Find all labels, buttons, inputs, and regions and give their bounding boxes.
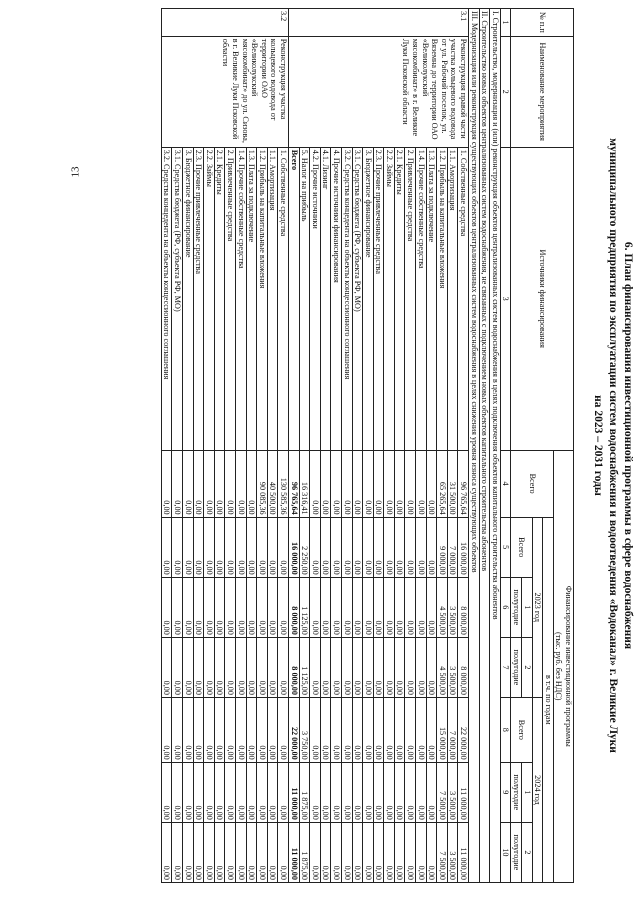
value-cell: 0,00 <box>405 637 416 697</box>
source-cell: 1. Собственные средства <box>278 147 289 450</box>
value-cell: 22 000,00 <box>458 697 469 762</box>
value-cell: 0,00 <box>373 697 384 762</box>
source-cell: 3.2. Средства концедента на объекты концессионного соглашения <box>341 147 352 450</box>
value-cell: 0,00 <box>416 517 427 577</box>
source-cell: 3.1. Средства бюджета (РФ, субъекта РФ, МО) <box>172 147 183 450</box>
value-cell: 0,00 <box>225 517 236 577</box>
value-cell: 0,00 <box>214 637 225 697</box>
value-cell: 0,00 <box>341 822 352 882</box>
value-cell: 0,00 <box>172 697 183 762</box>
value-cell: 0,00 <box>204 577 215 637</box>
source-cell: 2.2. Займы <box>384 147 395 450</box>
value-cell: 0,00 <box>161 762 172 822</box>
col-number: 6 <box>500 577 511 637</box>
page-number: 13 <box>69 166 82 178</box>
value-cell: 0,00 <box>352 637 363 697</box>
value-cell: 0,00 <box>426 697 437 762</box>
value-cell: 0,00 <box>373 637 384 697</box>
value-cell: 0,00 <box>193 697 204 762</box>
value-cell: 3 500,00 <box>447 762 458 822</box>
value-cell: 7 000,00 <box>447 697 458 762</box>
value-cell: 0,00 <box>394 822 405 882</box>
value-cell: 0,00 <box>193 822 204 882</box>
value-cell: 0,00 <box>225 450 236 517</box>
value-cell: 0,00 <box>363 450 374 517</box>
value-cell: 1 875,00 <box>299 762 310 822</box>
value-cell: 0,00 <box>310 822 321 882</box>
value-cell: 0,00 <box>225 577 236 637</box>
item-number: 3.1 <box>288 9 468 37</box>
source-cell: 2.3. Прочие привлеченные средства <box>193 147 204 450</box>
value-cell: 0,00 <box>183 450 194 517</box>
value-cell: 0,00 <box>193 637 204 697</box>
value-cell: 0,00 <box>416 822 427 882</box>
value-cell: 7 500,00 <box>437 762 448 822</box>
col-number: 8 <box>500 697 511 762</box>
value-cell: 11 000,00 <box>458 762 469 822</box>
value-cell: 0,00 <box>236 517 247 577</box>
value-cell: 0,00 <box>373 577 384 637</box>
value-cell: 0,00 <box>416 637 427 697</box>
source-cell: 4.2. Прочие источники <box>310 147 321 450</box>
table-body <box>161 9 500 883</box>
value-cell: 0,00 <box>331 450 342 517</box>
rotated-page <box>32 8 637 883</box>
col-number: 4 <box>500 450 511 517</box>
value-cell: 0,00 <box>267 762 278 822</box>
value-cell: 0,00 <box>225 762 236 822</box>
value-cell: 0,00 <box>384 697 395 762</box>
col-header-half: полугодие <box>511 577 522 637</box>
col-header-2023-h2: 2 <box>522 637 533 697</box>
value-cell: 7 500,00 <box>437 822 448 882</box>
value-cell: 130 585,36 <box>278 450 289 517</box>
source-cell: 2.1. Кредиты <box>394 147 405 450</box>
source-cell: 3. Бюджетное финансирование <box>363 147 374 450</box>
source-cell: 1.2. Прибыль на капитальные вложения <box>257 147 268 450</box>
value-cell: 0,00 <box>204 637 215 697</box>
value-cell: 0,00 <box>352 517 363 577</box>
value-cell: 9 000,00 <box>437 517 448 577</box>
value-cell: 0,00 <box>267 577 278 637</box>
value-cell: 0,00 <box>331 577 342 637</box>
value-cell: 0,00 <box>352 697 363 762</box>
source-cell: 1.1. Амортизация <box>267 147 278 450</box>
value-cell: 0,00 <box>416 762 427 822</box>
value-cell: 0,00 <box>320 762 331 822</box>
col-header-2023-h1: 1 <box>522 577 533 637</box>
col-number: 9 <box>500 762 511 822</box>
value-cell: 0,00 <box>384 822 395 882</box>
value-cell: 0,00 <box>405 762 416 822</box>
col-header-number: № п.п <box>511 9 574 37</box>
value-cell: 11 000,00 <box>288 822 299 882</box>
value-cell: 0,00 <box>363 637 374 697</box>
value-cell: 3 750,00 <box>299 697 310 762</box>
value-cell: 0,00 <box>172 577 183 637</box>
value-cell: 0,00 <box>320 822 331 882</box>
value-cell: 0,00 <box>352 762 363 822</box>
value-cell: 0,00 <box>320 450 331 517</box>
item-name: Реконструкция участка кольцевого водовода от территории ОАО «Великолукский мясокомбинат» до ул. Сизова, в г. Великие Луки Псковской области <box>161 36 288 147</box>
value-cell: 0,00 <box>394 637 405 697</box>
value-cell: 0,00 <box>236 637 247 697</box>
source-cell: 1.4. Прочие собственные средства <box>236 147 247 450</box>
value-cell: 0,00 <box>246 637 257 697</box>
col-header-half: полугодие <box>511 822 522 882</box>
value-cell: 0,00 <box>426 517 437 577</box>
value-cell: 0,00 <box>405 822 416 882</box>
col-header-2023: 2023 год <box>532 517 543 697</box>
value-cell: 8 000,00 <box>288 577 299 637</box>
value-cell: 0,00 <box>320 577 331 637</box>
source-cell: 1. Собственные средства <box>458 147 469 450</box>
value-cell: 0,00 <box>394 577 405 637</box>
value-cell: 0,00 <box>225 637 236 697</box>
value-cell: 0,00 <box>161 822 172 882</box>
value-cell: 0,00 <box>384 762 395 822</box>
value-cell: 0,00 <box>363 762 374 822</box>
financing-unit: (тыс. руб. без НДС) <box>554 632 564 701</box>
value-cell: 40 500,00 <box>267 450 278 517</box>
source-cell: 2. Привлеченные средства <box>225 147 236 450</box>
value-cell: 8 000,00 <box>288 637 299 697</box>
source-cell: 2.2. Займы <box>204 147 215 450</box>
value-cell: 0,00 <box>225 822 236 882</box>
item-name: Реконструкция правой части участка кольцевого водовода от ул. Рабочий поселок, ул. Вяземна до территории ОАО «Великолукский мясокомбинат» в г. Великие Луки Псковской области <box>288 36 468 147</box>
value-cell: 0,00 <box>183 577 194 637</box>
value-cell: 0,00 <box>341 577 352 637</box>
value-cell: 0,00 <box>214 697 225 762</box>
value-cell: 0,00 <box>384 450 395 517</box>
value-cell: 0,00 <box>172 450 183 517</box>
value-cell: 0,00 <box>214 450 225 517</box>
col-header-total: Всего <box>511 450 553 517</box>
value-cell: 1 125,00 <box>299 637 310 697</box>
value-cell: 0,00 <box>341 450 352 517</box>
value-cell: 2 250,00 <box>299 517 310 577</box>
value-cell: 0,00 <box>405 577 416 637</box>
col-number: 1 <box>500 9 511 37</box>
value-cell: 7 000,00 <box>447 517 458 577</box>
value-cell: 0,00 <box>363 577 374 637</box>
value-cell: 0,00 <box>246 697 257 762</box>
value-cell: 31 500,00 <box>447 450 458 517</box>
value-cell: 0,00 <box>278 762 289 822</box>
value-cell: 22 000,00 <box>288 697 299 762</box>
value-cell: 0,00 <box>278 577 289 637</box>
col-number: 2 <box>500 36 511 147</box>
value-cell: 96 765,64 <box>288 450 299 517</box>
value-cell: 0,00 <box>405 697 416 762</box>
value-cell: 0,00 <box>257 637 268 697</box>
col-header-half: полугодие <box>511 637 522 697</box>
value-cell: 8 000,00 <box>458 577 469 637</box>
table-row <box>278 9 289 883</box>
col-number: 3 <box>500 147 511 450</box>
value-cell: 0,00 <box>373 450 384 517</box>
value-cell: 0,00 <box>310 697 321 762</box>
value-cell: 0,00 <box>394 762 405 822</box>
value-cell: 11 000,00 <box>288 762 299 822</box>
source-cell: 4.1. Лизинг <box>320 147 331 450</box>
value-cell: 0,00 <box>310 450 321 517</box>
value-cell: 0,00 <box>257 762 268 822</box>
value-cell: 16 316,41 <box>299 450 310 517</box>
value-cell: 0,00 <box>246 450 257 517</box>
source-cell: 5. Налог на прибыль <box>299 147 310 450</box>
value-cell: 0,00 <box>310 577 321 637</box>
source-cell: 3.2. Средства концедента на объекты концессионного соглашения <box>161 147 172 450</box>
value-cell: 0,00 <box>236 450 247 517</box>
title-line: муниципального предприятия по эксплуатации систем водоснабжения и водоотведения «Водоканал» г. Великие Луки <box>607 138 619 753</box>
value-cell: 0,00 <box>416 450 427 517</box>
section-heading: III. Модернизация или реконструкция существующих объектов централизованных систем водоснабжения в целях снижения уровня износа существующих объектов <box>469 9 480 883</box>
col-header-name: Наименование мероприятия <box>511 36 574 147</box>
value-cell: 0,00 <box>278 697 289 762</box>
value-cell: 0,00 <box>267 822 278 882</box>
col-number: 5 <box>500 517 511 577</box>
value-cell: 0,00 <box>373 517 384 577</box>
value-cell: 0,00 <box>341 697 352 762</box>
value-cell: 0,00 <box>257 822 268 882</box>
value-cell: 0,00 <box>193 450 204 517</box>
value-cell: 0,00 <box>246 762 257 822</box>
value-cell: 0,00 <box>161 517 172 577</box>
value-cell: 0,00 <box>278 822 289 882</box>
table-row <box>458 9 469 883</box>
source-cell: 2.3. Прочие привлеченные средства <box>373 147 384 450</box>
value-cell: 0,00 <box>363 697 374 762</box>
value-cell: 0,00 <box>352 822 363 882</box>
value-cell: 0,00 <box>246 577 257 637</box>
document-title <box>590 8 635 883</box>
source-cell: 4. Прочие источники финансирования <box>331 147 342 450</box>
source-cell: 1.3. Плата за подключение <box>426 147 437 450</box>
value-cell: 0,00 <box>331 762 342 822</box>
value-cell: 0,00 <box>236 697 247 762</box>
value-cell: 0,00 <box>236 577 247 637</box>
value-cell: 0,00 <box>331 637 342 697</box>
value-cell: 0,00 <box>394 517 405 577</box>
value-cell: 0,00 <box>320 697 331 762</box>
source-cell: 1.4. Прочие собственные средства <box>416 147 427 450</box>
value-cell: 0,00 <box>193 517 204 577</box>
value-cell: 0,00 <box>416 577 427 637</box>
value-cell: 0,00 <box>172 517 183 577</box>
value-cell: 90 085,36 <box>257 450 268 517</box>
value-cell: 0,00 <box>183 697 194 762</box>
value-cell: 3 500,00 <box>447 637 458 697</box>
value-cell: 0,00 <box>183 822 194 882</box>
value-cell: 0,00 <box>193 577 204 637</box>
value-cell: 96 765,64 <box>458 450 469 517</box>
value-cell: 0,00 <box>331 697 342 762</box>
source-cell: Всего <box>288 147 299 450</box>
value-cell: 0,00 <box>246 822 257 882</box>
col-header-financing <box>553 450 573 882</box>
value-cell: 0,00 <box>341 517 352 577</box>
column-number-row <box>500 9 511 883</box>
value-cell: 65 265,64 <box>437 450 448 517</box>
value-cell: 0,00 <box>310 762 321 822</box>
value-cell: 0,00 <box>204 517 215 577</box>
value-cell: 0,00 <box>267 697 278 762</box>
col-header-by-years: в т.ч. по годам <box>543 517 554 882</box>
section-heading: I. Строительство, модернизация и (или) реконструкция объектов централизованных систем водоснабжения в целях подключения объектов капитального строительства абонентов <box>490 9 501 883</box>
col-header-2024: 2024 год <box>532 697 543 882</box>
value-cell: 0,00 <box>426 762 437 822</box>
col-header-2024-total: Всего <box>511 697 532 762</box>
value-cell: 0,00 <box>310 517 321 577</box>
value-cell: 3 500,00 <box>447 577 458 637</box>
financing-title: Финансирование инвестиционной программы <box>564 585 573 747</box>
value-cell: 0,00 <box>352 577 363 637</box>
value-cell: 15 000,00 <box>437 697 448 762</box>
value-cell: 0,00 <box>257 517 268 577</box>
value-cell: 8 000,00 <box>458 637 469 697</box>
value-cell: 0,00 <box>363 822 374 882</box>
value-cell: 0,00 <box>161 577 172 637</box>
source-cell: 2. Привлеченные средства <box>405 147 416 450</box>
source-cell: 3. Бюджетное финансирование <box>183 147 194 450</box>
value-cell: 0,00 <box>320 637 331 697</box>
value-cell: 0,00 <box>267 517 278 577</box>
value-cell: 0,00 <box>172 822 183 882</box>
value-cell: 0,00 <box>384 637 395 697</box>
value-cell: 0,00 <box>426 822 437 882</box>
value-cell: 0,00 <box>373 762 384 822</box>
value-cell: 0,00 <box>183 517 194 577</box>
value-cell: 0,00 <box>331 517 342 577</box>
value-cell: 0,00 <box>278 517 289 577</box>
value-cell: 0,00 <box>426 577 437 637</box>
value-cell: 0,00 <box>204 822 215 882</box>
col-header-source: Источники финансирования <box>511 147 574 450</box>
value-cell: 0,00 <box>405 450 416 517</box>
col-header-2024-h1: 1 <box>522 762 533 822</box>
value-cell: 4 500,00 <box>437 577 448 637</box>
col-number: 7 <box>500 637 511 697</box>
source-cell: 2.1. Кредиты <box>214 147 225 450</box>
value-cell: 0,00 <box>236 822 247 882</box>
value-cell: 0,00 <box>426 450 437 517</box>
value-cell: 0,00 <box>172 637 183 697</box>
value-cell: 16 000,00 <box>458 517 469 577</box>
value-cell: 0,00 <box>405 517 416 577</box>
value-cell: 0,00 <box>236 762 247 822</box>
value-cell: 0,00 <box>257 577 268 637</box>
title-line: 6. План финансирования инвестиционной программы в сфере водоснабжения <box>622 241 634 650</box>
col-header-half: полугодие <box>511 762 522 822</box>
source-cell: 1.2. Прибыль на капитальные вложения <box>437 147 448 450</box>
source-cell: 1.1. Амортизация <box>447 147 458 450</box>
value-cell: 1 125,00 <box>299 577 310 637</box>
value-cell: 0,00 <box>214 577 225 637</box>
value-cell: 0,00 <box>214 762 225 822</box>
value-cell: 0,00 <box>426 637 437 697</box>
value-cell: 0,00 <box>204 450 215 517</box>
value-cell: 0,00 <box>257 697 268 762</box>
source-cell: 3.1. Средства бюджета (РФ, субъекта РФ, МО) <box>352 147 363 450</box>
value-cell: 1 875,00 <box>299 822 310 882</box>
value-cell: 0,00 <box>310 637 321 697</box>
value-cell: 0,00 <box>352 450 363 517</box>
col-header-2024-h2: 2 <box>522 822 533 882</box>
value-cell: 0,00 <box>394 450 405 517</box>
value-cell: 0,00 <box>394 697 405 762</box>
value-cell: 0,00 <box>193 762 204 822</box>
value-cell: 0,00 <box>183 762 194 822</box>
value-cell: 0,00 <box>341 762 352 822</box>
value-cell: 0,00 <box>278 637 289 697</box>
value-cell: 0,00 <box>204 762 215 822</box>
value-cell: 0,00 <box>416 697 427 762</box>
title-line: на 2023 – 2031 годы <box>592 395 604 496</box>
value-cell: 0,00 <box>320 517 331 577</box>
value-cell: 0,00 <box>214 822 225 882</box>
value-cell: 0,00 <box>214 517 225 577</box>
value-cell: 0,00 <box>161 450 172 517</box>
value-cell: 0,00 <box>341 637 352 697</box>
value-cell: 0,00 <box>161 697 172 762</box>
col-number: 10 <box>500 822 511 882</box>
value-cell: 0,00 <box>246 517 257 577</box>
value-cell: 0,00 <box>172 762 183 822</box>
value-cell: 0,00 <box>384 577 395 637</box>
value-cell: 16 000,00 <box>288 517 299 577</box>
value-cell: 0,00 <box>384 517 395 577</box>
source-cell: 1.3. Плата за подключение <box>246 147 257 450</box>
item-number: 3.2 <box>161 9 288 37</box>
value-cell: 0,00 <box>161 637 172 697</box>
section-heading: II. Строительство новых объектов централизованных систем водоснабжения, не связанных с подключением новых объектов капитального строительства абонентов <box>479 9 490 883</box>
value-cell: 0,00 <box>204 697 215 762</box>
value-cell: 11 000,00 <box>458 822 469 882</box>
value-cell: 3 500,00 <box>447 822 458 882</box>
value-cell: 0,00 <box>363 517 374 577</box>
value-cell: 0,00 <box>225 697 236 762</box>
value-cell: 0,00 <box>267 637 278 697</box>
financing-table <box>161 8 574 883</box>
value-cell: 0,00 <box>373 822 384 882</box>
value-cell: 0,00 <box>331 822 342 882</box>
value-cell: 4 500,00 <box>437 637 448 697</box>
value-cell: 0,00 <box>183 637 194 697</box>
col-header-2023-total: Всего <box>511 517 532 577</box>
